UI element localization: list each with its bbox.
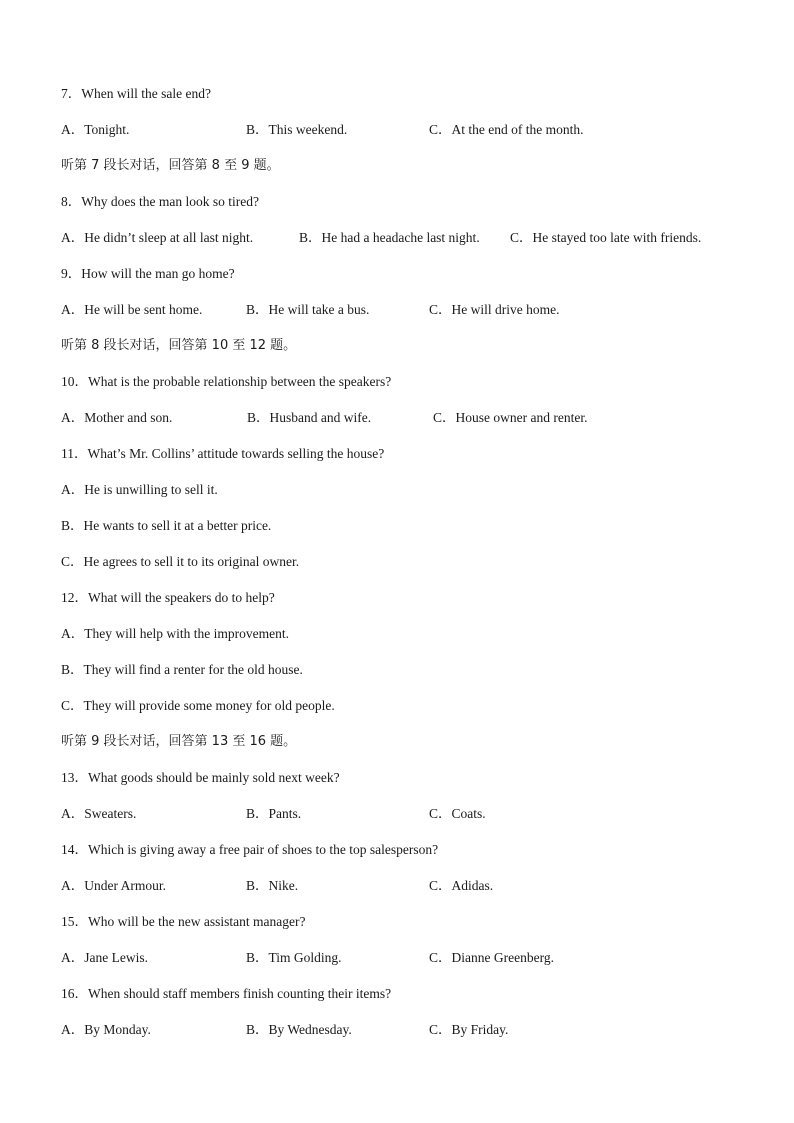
question-8-option-b: B．He had a headache last night. — [299, 230, 480, 245]
question-12-stem: 12．What will the speakers do to help? — [61, 590, 275, 605]
question-15-stem: 15．Who will be the new assistant manager? — [61, 914, 306, 929]
question-13-option-a: A．Sweaters. — [61, 806, 137, 821]
question-16-stem: 16．When should staff members finish counting their items? — [61, 986, 392, 1001]
question-8-option-c: C．He stayed too late with friends. — [510, 230, 702, 245]
question-12-option-b: B．They will find a renter for the old house. — [61, 662, 303, 677]
question-14-options — [61, 876, 754, 896]
question-13-options — [61, 804, 754, 824]
section-9-instruction: 听第 9 段长对话，回答第 13 至 16 题。 — [61, 734, 297, 749]
question-14-option-a: A．Under Armour. — [61, 878, 166, 893]
question-7-options — [61, 120, 754, 140]
question-10-option-c: C．House owner and renter. — [433, 410, 588, 425]
question-9-option-a: A．He will be sent home. — [61, 302, 203, 317]
question-7-option-a: A．Tonight. — [61, 122, 130, 137]
question-10-option-b: B．Husband and wife. — [247, 410, 372, 425]
question-14-option-c: C．Adidas. — [429, 878, 494, 893]
question-16-options — [61, 1020, 754, 1040]
question-11-option-b: B．He wants to sell it at a better price. — [61, 518, 272, 533]
section-8-instruction: 听第 8 段长对话，回答第 10 至 12 题。 — [61, 338, 297, 353]
question-10-option-a: A．Mother and son. — [61, 410, 173, 425]
question-11-option-a: A．He is unwilling to sell it. — [61, 482, 218, 497]
question-9-options — [61, 300, 754, 320]
question-16-option-a: A．By Monday. — [61, 1022, 151, 1037]
question-16-option-b: B．By Wednesday. — [246, 1022, 352, 1037]
question-10-stem: 10．What is the probable relationship between the speakers? — [61, 374, 392, 389]
section-7-instruction: 听第 7 段长对话，回答第 8 至 9 题。 — [61, 158, 280, 173]
question-7-stem: 7．When will the sale end? — [61, 86, 211, 101]
question-12-option-a: A．They will help with the improvement. — [61, 626, 289, 641]
question-8-stem: 8．Why does the man look so tired? — [61, 194, 259, 209]
question-13-option-b: B．Pants. — [246, 806, 302, 821]
question-15-options — [61, 948, 754, 968]
question-11-option-c: C．He agrees to sell it to its original owner. — [61, 554, 300, 569]
question-10-options — [61, 408, 754, 428]
question-14-option-b: B．Nike. — [246, 878, 299, 893]
question-13-stem: 13．What goods should be mainly sold next week? — [61, 770, 340, 785]
question-13-option-c: C．Coats. — [429, 806, 486, 821]
question-15-option-a: A．Jane Lewis. — [61, 950, 148, 965]
question-9-option-b: B．He will take a bus. — [246, 302, 370, 317]
question-9-stem: 9．How will the man go home? — [61, 266, 235, 281]
question-8-option-a: A．He didn’t sleep at all last night. — [61, 230, 254, 245]
question-16-option-c: C．By Friday. — [429, 1022, 509, 1037]
question-12-option-c: C．They will provide some money for old people. — [61, 698, 335, 713]
question-9-option-c: C．He will drive home. — [429, 302, 560, 317]
question-7-option-b: B．This weekend. — [246, 122, 348, 137]
question-14-stem: 14．Which is giving away a free pair of shoes to the top salesperson? — [61, 842, 439, 857]
question-8-options — [61, 228, 754, 248]
question-15-option-b: B．Tim Golding. — [246, 950, 342, 965]
question-11-stem: 11．What’s Mr. Collins’ attitude towards selling the house? — [61, 446, 385, 461]
question-7-option-c: C．At the end of the month. — [429, 122, 584, 137]
question-15-option-c: C．Dianne Greenberg. — [429, 950, 554, 965]
